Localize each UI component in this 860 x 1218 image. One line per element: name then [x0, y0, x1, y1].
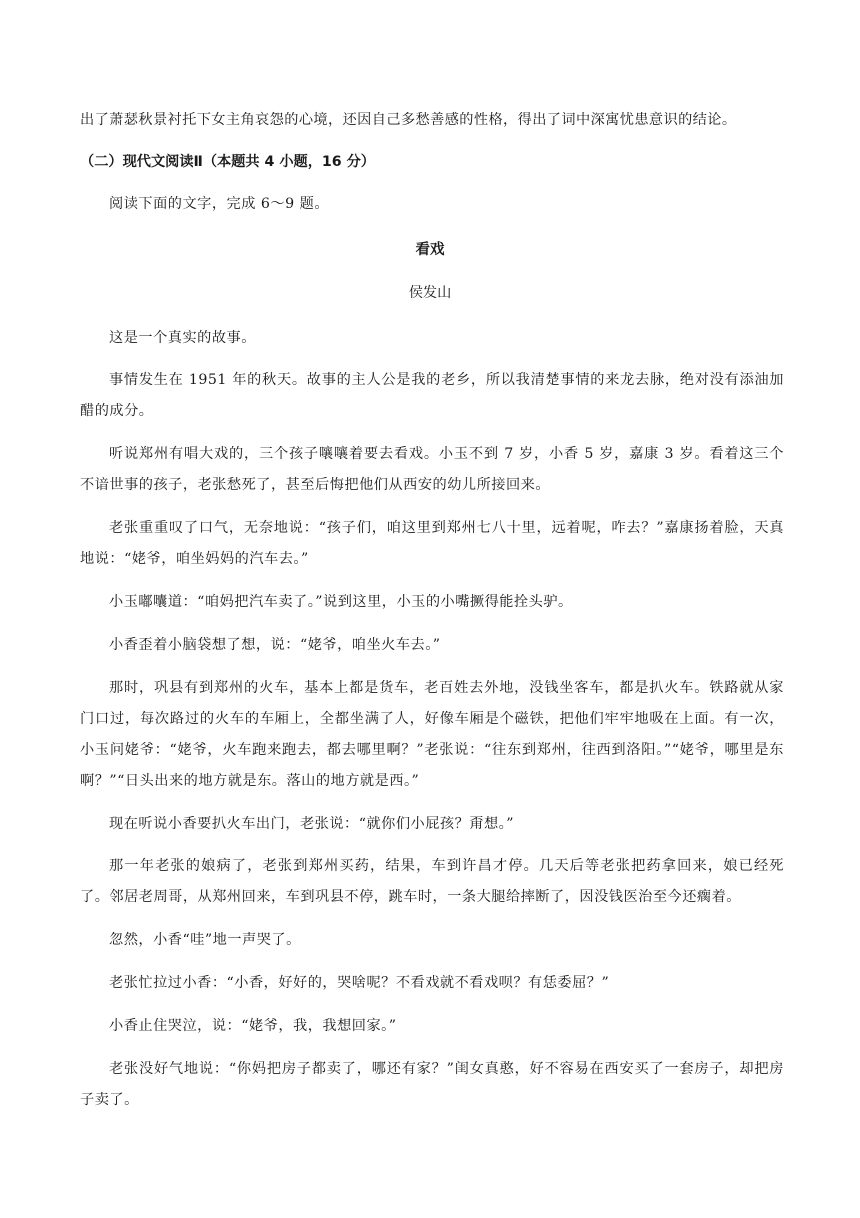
- story-paragraph: 老张忙拉过小香：“小香，好好的，哭啥呢？不看戏就不看戏呗？有恁委屈？”: [109, 975, 610, 991]
- story-paragraph: 老张没好气地说：“你妈把房子都卖了，哪还有家？”闺女真憨，好不容易在西安买了一套房子，却把房子卖了。: [80, 1061, 784, 1108]
- story-title: 看戏: [415, 242, 445, 258]
- story-paragraph: 小玉嘟囔道：“咱妈把汽车卖了。”说到这里，小玉的小嘴撅得能拴头驴。: [109, 594, 573, 610]
- story-paragraph: 忽然，小香“哇”地一声哭了。: [109, 932, 301, 948]
- section-heading: （二）现代文阅读Ⅱ（本题共 4 小题，16 分）: [80, 154, 375, 170]
- story-paragraph: 那时，巩县有到郑州的火车，基本上都是货车，老百姓去外地，没钱坐客车，都是扒火车。铁路就从家门口过，每次路过的火车的车厢上，全都坐满了人，好像车厢是个磁铁，把他们牢牢地吸在上面。有一次，小玉问姥爷：“姥爷，火车跑来跑去，都去哪里啊？”老张说：“往东到郑州，往西到洛阳。”“姥爷，哪里是东啊？”“日头出来的地方就是东。落山的地方就是西。”: [80, 680, 784, 789]
- story-paragraph: 事情发生在 1951 年的秋天。故事的主人公是我的老乡，所以我清楚事情的来龙去脉，绝对没有添油加醋的成分。: [80, 372, 784, 419]
- story-paragraph: 那一年老张的娘病了，老张到郑州买药，结果，车到许昌才停。几天后等老张把药拿回来，娘已经死了。邻居老周哥，从郑州回来，车到巩县不停，跳车时，一条大腿给摔断了，因没钱医治至今还瘸着。: [80, 858, 784, 905]
- story-paragraph: 这是一个真实的故事。: [109, 330, 256, 346]
- story-paragraph: 现在听说小香要扒火车出门，老张说：“就你们小屁孩？甭想。”: [109, 816, 514, 832]
- story-paragraph: 老张重重叹了口气，无奈地说：“孩子们，咱这里到郑州七八十里，远着呢，咋去？”嘉康扬着脸，天真地说：“姥爷，咱坐妈妈的汽车去。”: [80, 520, 784, 567]
- carryover-line: 出了萧瑟秋景衬托下女主角哀怨的心境，还因自己多愁善感的性格，得出了词中深寓忧患意识的结论。: [80, 112, 737, 128]
- story-paragraph: 小香歪着小脑袋想了想，说：“姥爷，咱坐火车去。”: [109, 637, 441, 653]
- story-paragraph: 听说郑州有唱大戏的，三个孩子嚷嚷着要去看戏。小玉不到 7 岁，小香 5 岁，嘉康 3 岁。看着这三个不谙世事的孩子，老张愁死了，甚至后悔把他们从西安的幼儿所接回来。: [80, 446, 784, 493]
- story-paragraph: 小香止住哭泣，说：“姥爷，我，我想回家。”: [109, 1018, 397, 1034]
- story-author: 侯发山: [408, 285, 452, 301]
- instruction-text: 阅读下面的文字，完成 6～9 题。: [109, 196, 330, 212]
